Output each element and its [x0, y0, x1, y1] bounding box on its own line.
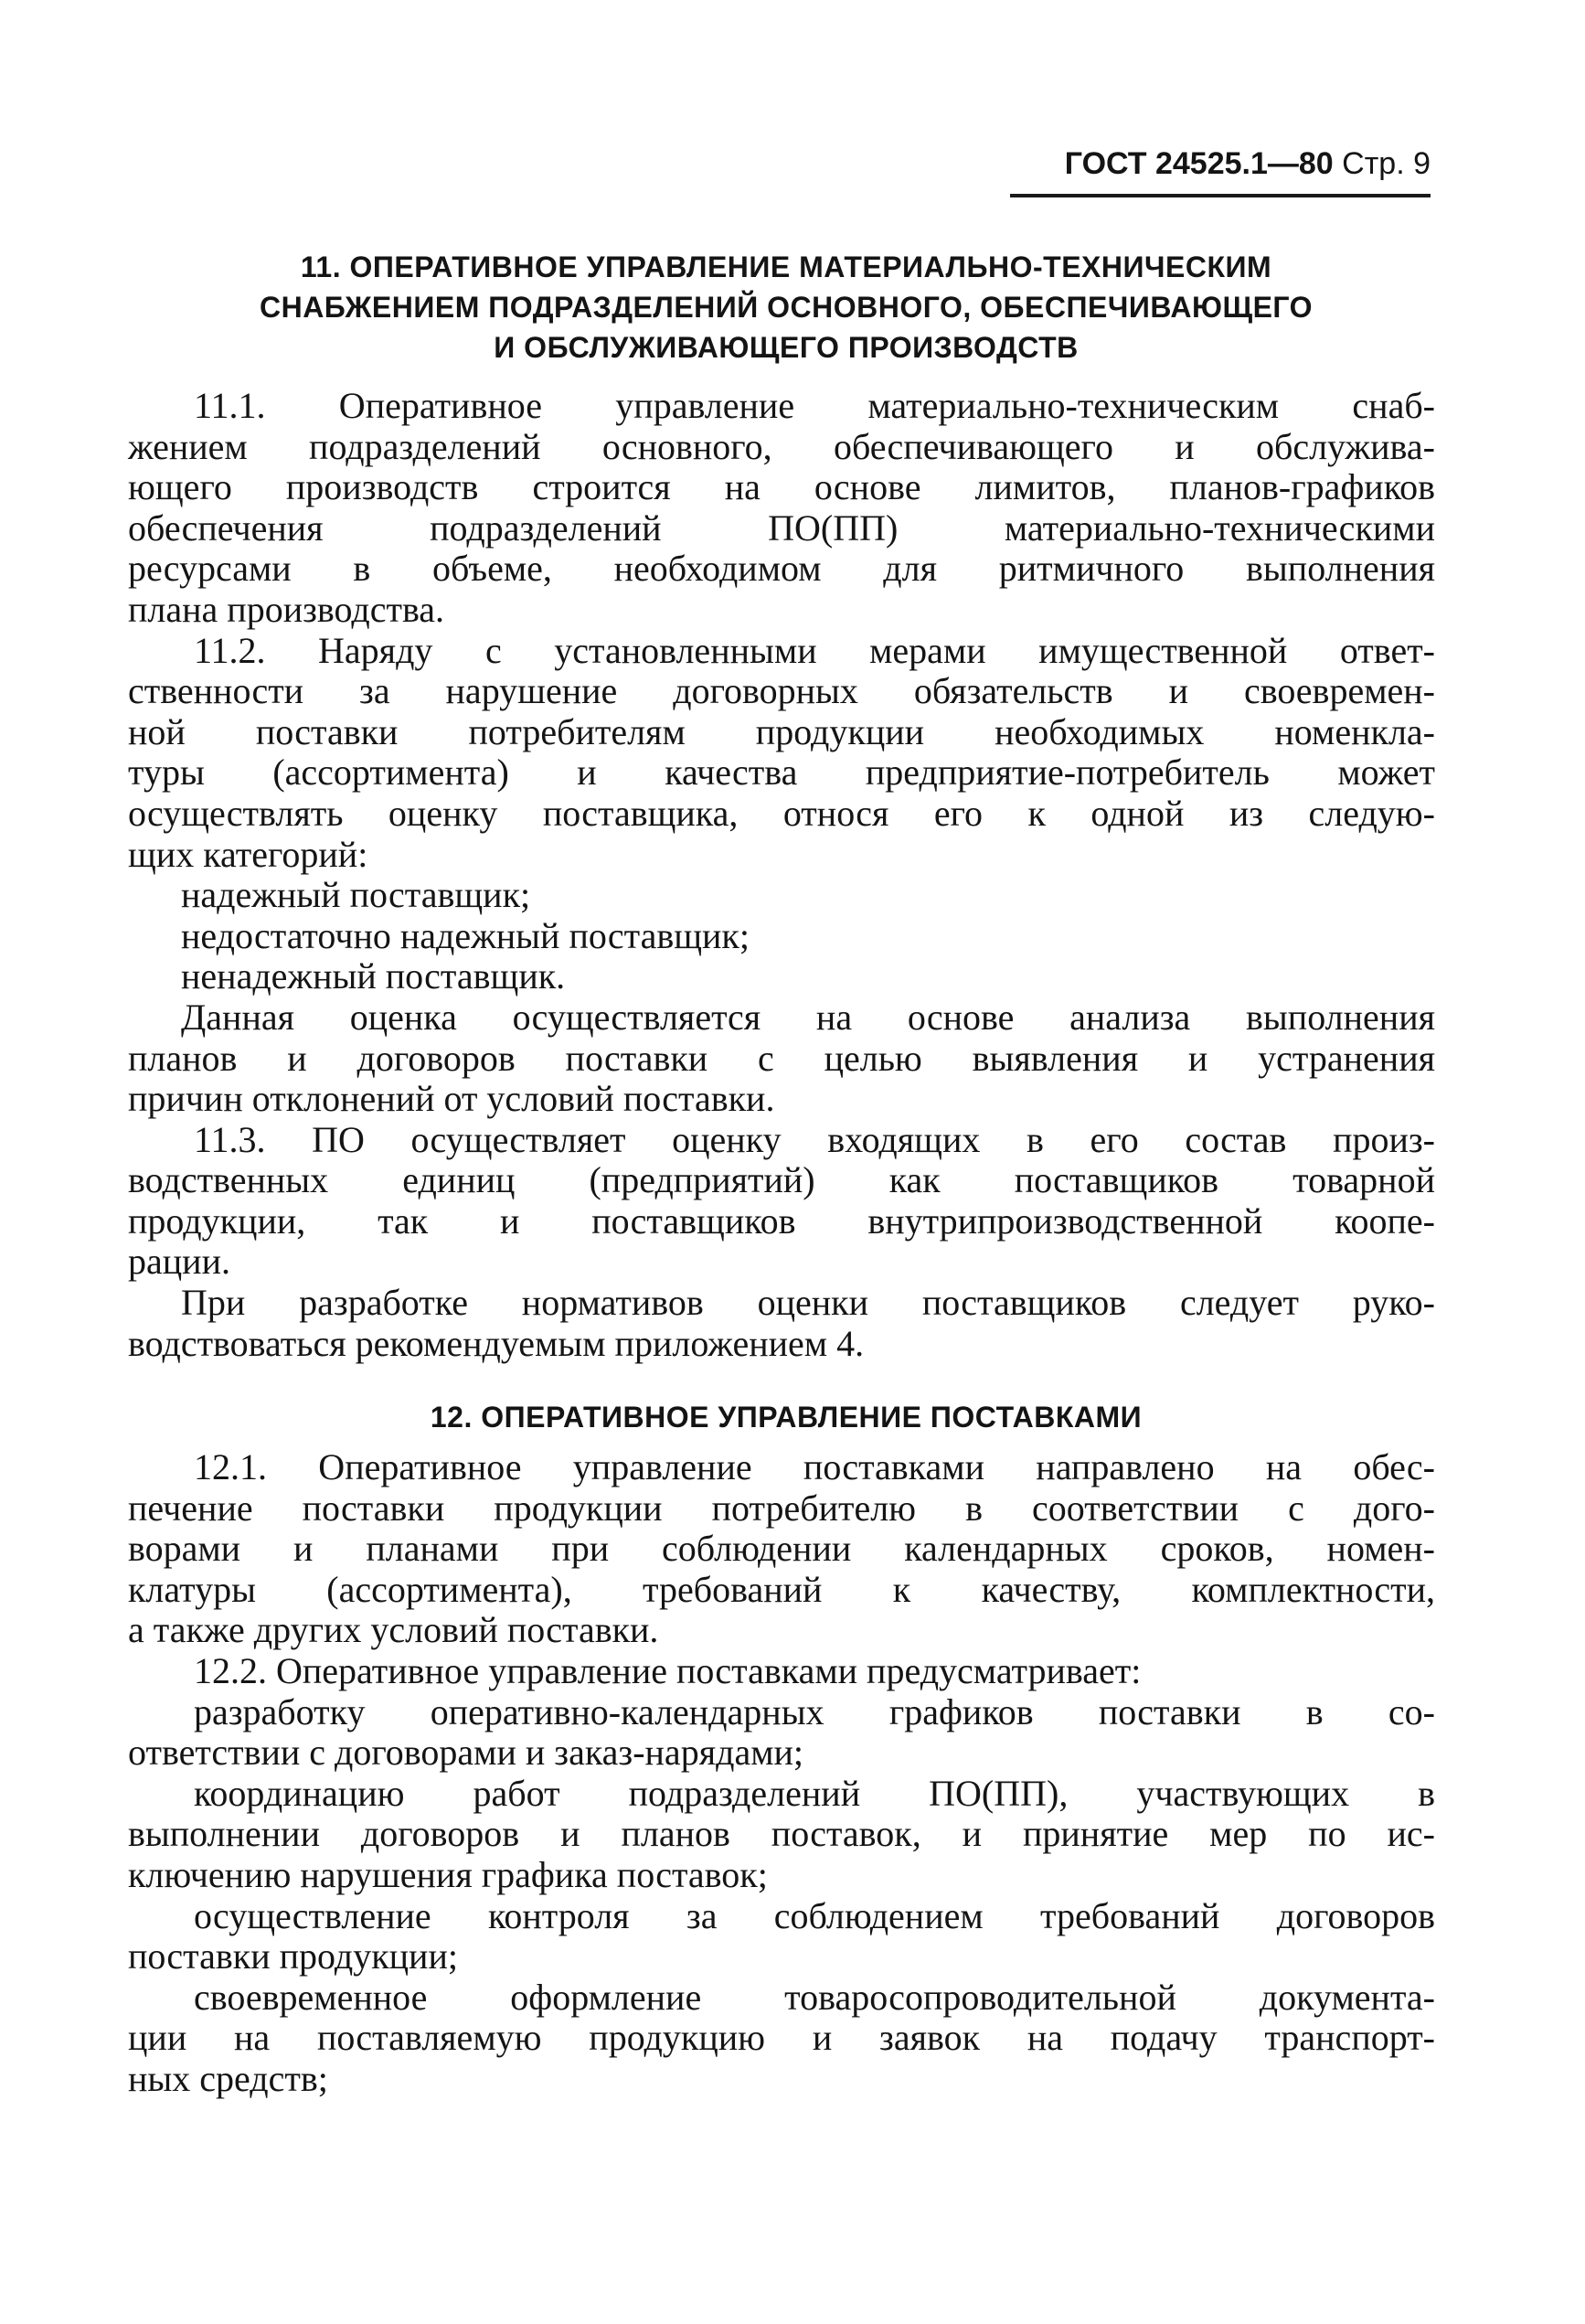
text-line: обеспечения подразделений ПО(ПП) материально-техническими: [128, 506, 1435, 549]
text-line: ных средств;: [128, 2057, 328, 2099]
text-line: рации.: [128, 1241, 230, 1283]
list-item: ненадежный поставщик.: [181, 955, 566, 997]
title-line: 11. ОПЕРАТИВНОЕ УПРАВЛЕНИЕ МАТЕРИАЛЬНО-ТЕХНИЧЕСКИМ: [300, 251, 1272, 283]
text-line: ресурсами в объеме, необходимом для ритмичного выполнения: [128, 548, 1435, 590]
section-11-title: [137, 247, 1435, 368]
standard-number: ГОСТ 24525.1—80: [1064, 146, 1334, 181]
text-line: При разработке нормативов оценки поставщиков следует руко-: [181, 1282, 1435, 1324]
text-line: ственности за нарушение договорных обязательств и своевремен-: [128, 670, 1435, 712]
text-line: жением подразделений основного, обеспечивающего и обслужива-: [128, 425, 1435, 467]
text-line: водствоваться рекомендуемым приложением 4.: [128, 1322, 865, 1364]
text-line: туры (ассортимента) и качества предприятие-потребитель может: [128, 752, 1435, 794]
section-11-body: [128, 386, 1435, 1364]
text-line: выполнении договоров и планов поставок, и принятие мер по ис-: [128, 1813, 1435, 1855]
text-line: щих категорий:: [128, 833, 368, 875]
text-line: ции на поставляемую продукцию и заявок на подачу транспорт-: [128, 2017, 1435, 2059]
text-line: клатуры (ассортимента), требований к качеству, комплектности,: [128, 1568, 1435, 1610]
text-line: осуществлять оценку поставщика, относя его к одной из следую-: [128, 792, 1435, 834]
page-number: Стр. 9: [1342, 146, 1431, 181]
text-line: ющего производств строится на основе лимитов, планов-графиков: [128, 466, 1435, 508]
text-line: 11.1. Оперативное управление материально-техническим снаб-: [194, 385, 1435, 426]
text-line: ной поставки потребителям продукции необходимых номенкла-: [128, 710, 1435, 752]
text-line: причин отклонений от условий поставки.: [128, 1078, 775, 1120]
list-item: своевременное оформление товаросопроводительной документа-: [194, 1976, 1435, 2018]
text-line: ключению нарушения графика поставок;: [128, 1853, 768, 1895]
text-line: 12.1. Оперативное управление поставками направлено на обес-: [194, 1446, 1435, 1487]
text-line: 11.3. ПО осуществляет оценку входящих в его состав произ-: [194, 1118, 1435, 1160]
text-line: продукции, так и поставщиков внутрипроизводственной коопе-: [128, 1199, 1435, 1242]
section-12-body: [128, 1447, 1435, 2100]
page-header: [1010, 146, 1431, 197]
text-line: 12.2. Оперативное управление поставками предусматривает:: [194, 1649, 1142, 1691]
list-item: недостаточно надежный поставщик;: [181, 914, 750, 956]
list-item: осуществление контроля за соблюдением требований договоров: [194, 1894, 1435, 1936]
text-line: 11.2. Наряду с установленными мерами имущественной ответ-: [194, 629, 1435, 671]
title-line: СНАБЖЕНИЕМ ПОДРАЗДЕЛЕНИЙ ОСНОВНОГО, ОБЕСПЕЧИВАЮЩЕГО: [259, 291, 1314, 324]
text-line: водственных единиц (предприятий) как поставщиков товарной: [128, 1159, 1435, 1201]
text-line: планов и договоров поставки с целью выявления и устранения: [128, 1037, 1435, 1079]
list-item: координацию работ подразделений ПО(ПП), участвующих в: [194, 1772, 1435, 1814]
text-line: Данная оценка осуществляется на основе анализа выполнения: [181, 996, 1435, 1038]
section-12-title: [137, 1397, 1435, 1437]
text-line: ворами и планами при соблюдении календарных сроков, номен-: [128, 1528, 1435, 1570]
list-item: разработку оперативно-календарных графиков поставки в со-: [194, 1690, 1435, 1732]
text-line: плана производства.: [128, 588, 445, 630]
text-line: а также других условий поставки.: [128, 1609, 659, 1651]
text-line: печение поставки продукции потребителю в соответствии с дого-: [128, 1487, 1435, 1529]
title-line: И ОБСЛУЖИВАЮЩЕГО ПРОИЗВОДСТВ: [494, 331, 1079, 364]
text-line: ответствии с договорами и заказ-нарядами;: [128, 1732, 804, 1774]
list-item: надежный поставщик;: [181, 874, 531, 916]
text-line: поставки продукции;: [128, 1935, 458, 1978]
title-line: 12. ОПЕРАТИВНОЕ УПРАВЛЕНИЕ ПОСТАВКАМИ: [430, 1401, 1143, 1434]
